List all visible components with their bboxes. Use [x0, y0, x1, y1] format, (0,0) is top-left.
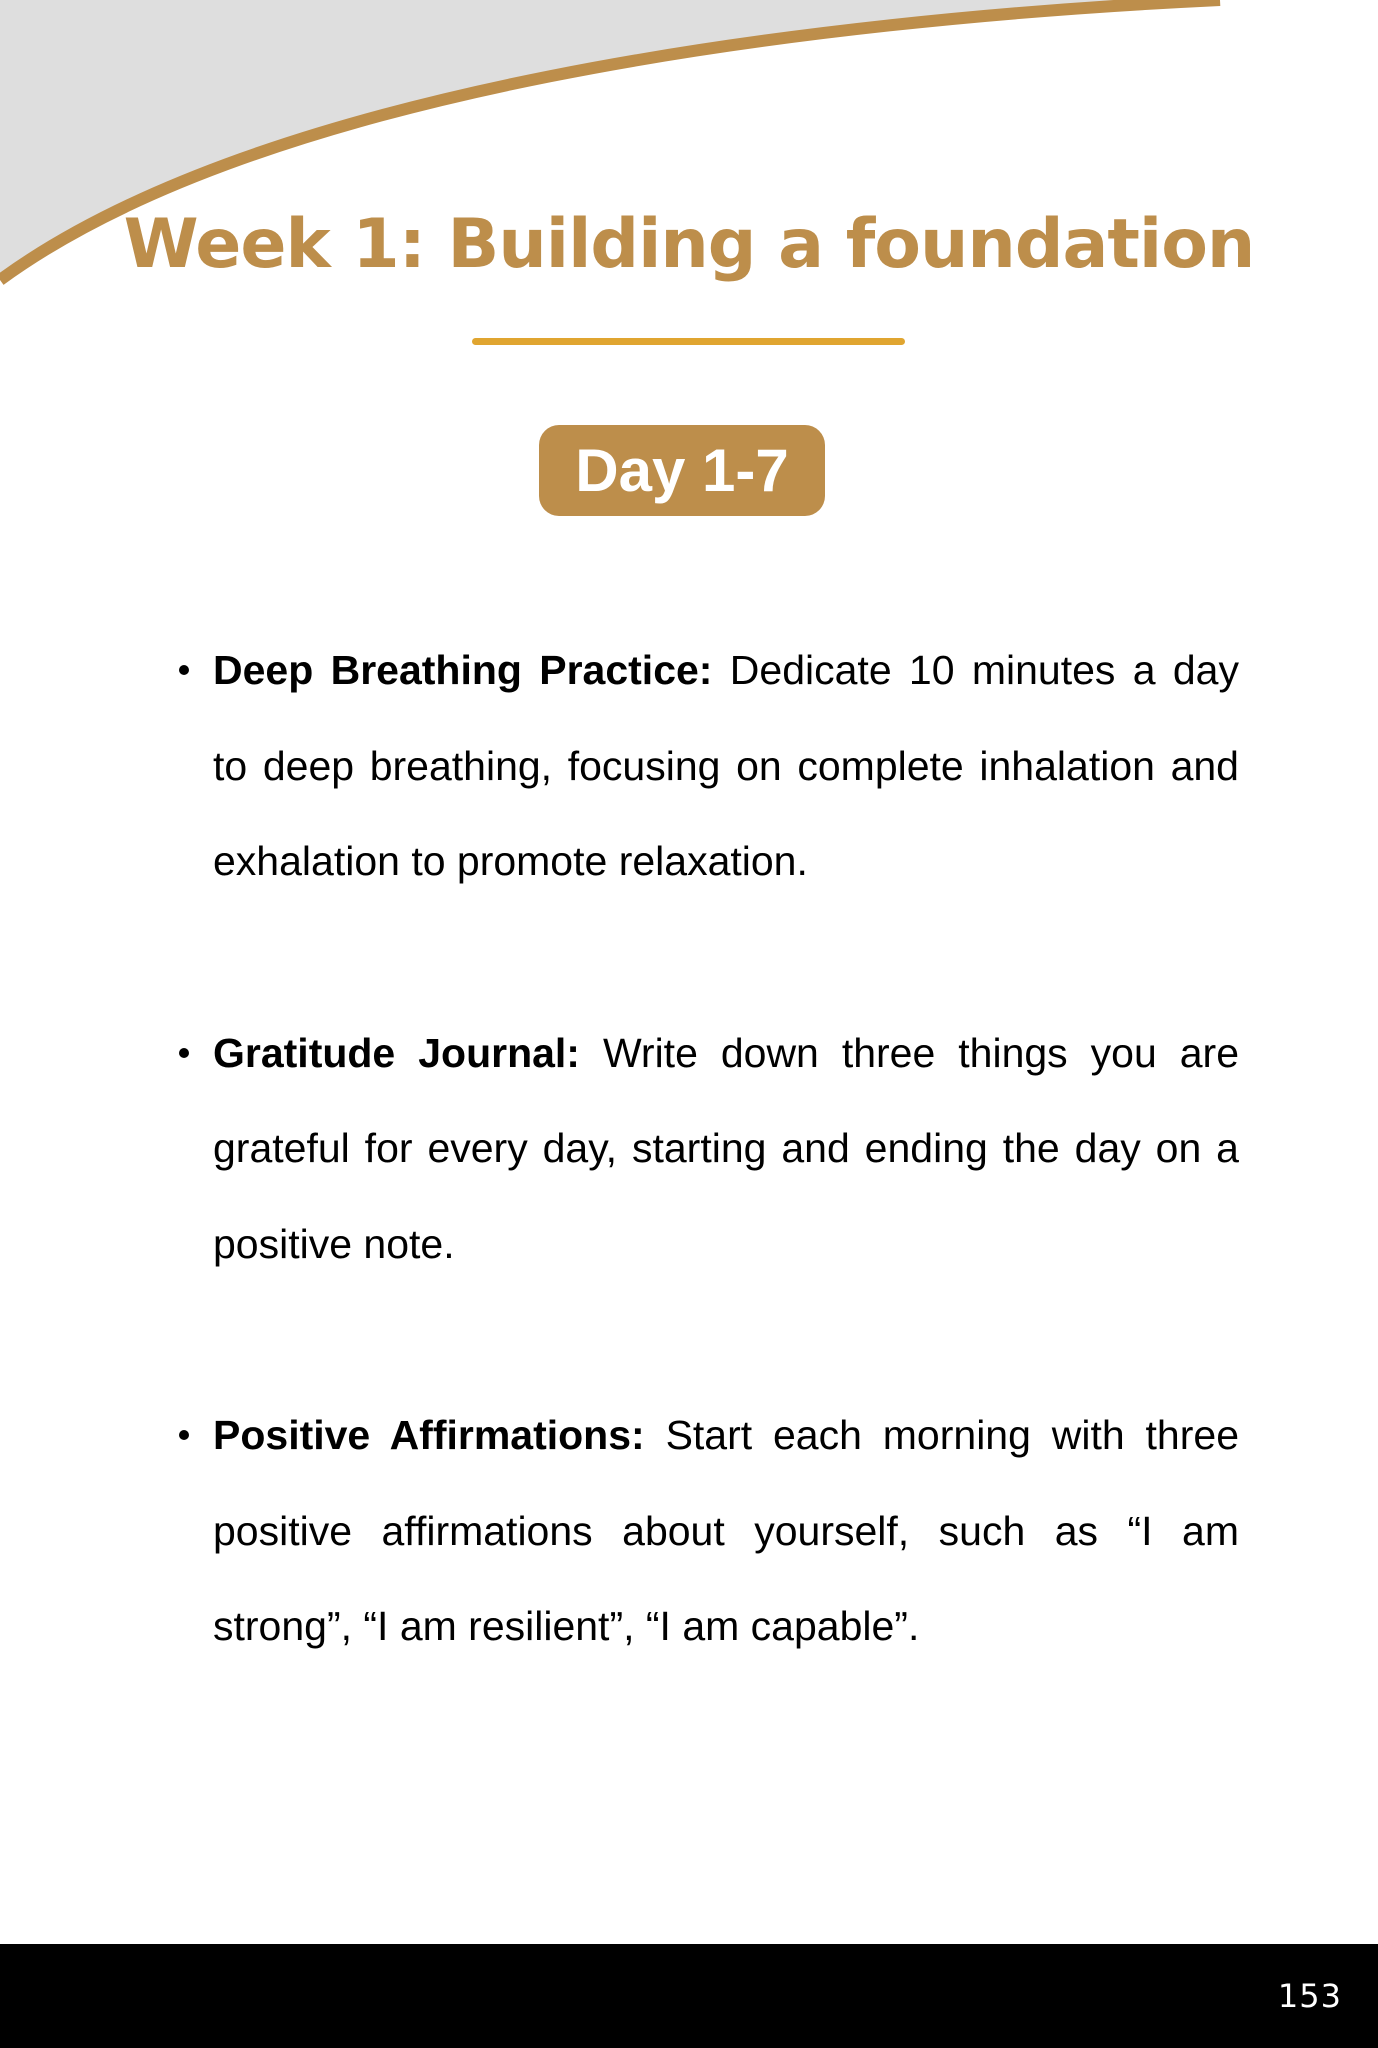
day-badge: Day 1-7 — [539, 425, 825, 516]
bullet-dot-icon — [179, 665, 189, 675]
title-underline — [472, 338, 905, 345]
bullet-term: Deep Breathing Practice: — [213, 647, 713, 693]
bullet-text: Dedicate 10 minutes a day to deep breathing, focusing on complete inhalation and exhalation to promote relaxation. — [213, 647, 1239, 884]
footer-bar — [0, 1944, 1378, 2048]
bullet-term: Gratitude Journal: — [213, 1029, 580, 1076]
bullet-list — [213, 623, 1239, 1771]
bullet-text: Write down three things you are grateful for every day, starting and ending the day on a positive note. — [213, 1029, 1239, 1267]
list-item-gratitude-journal — [213, 1006, 1239, 1293]
list-item-positive-affirmations — [213, 1388, 1239, 1675]
bullet-dot-icon — [179, 1430, 189, 1440]
bullet-dot-icon — [179, 1048, 189, 1058]
list-item-deep-breathing — [213, 623, 1239, 910]
bullet-text: Start each morning with three positive affirmations about yourself, such as “I am strong”, “I am resilient”, “I am capable”. — [213, 1412, 1239, 1649]
page-title: Week 1: Building a foundation — [123, 205, 1255, 284]
bullet-term: Positive Affirmations: — [213, 1412, 645, 1458]
page-number: 153 — [1277, 1977, 1342, 2015]
